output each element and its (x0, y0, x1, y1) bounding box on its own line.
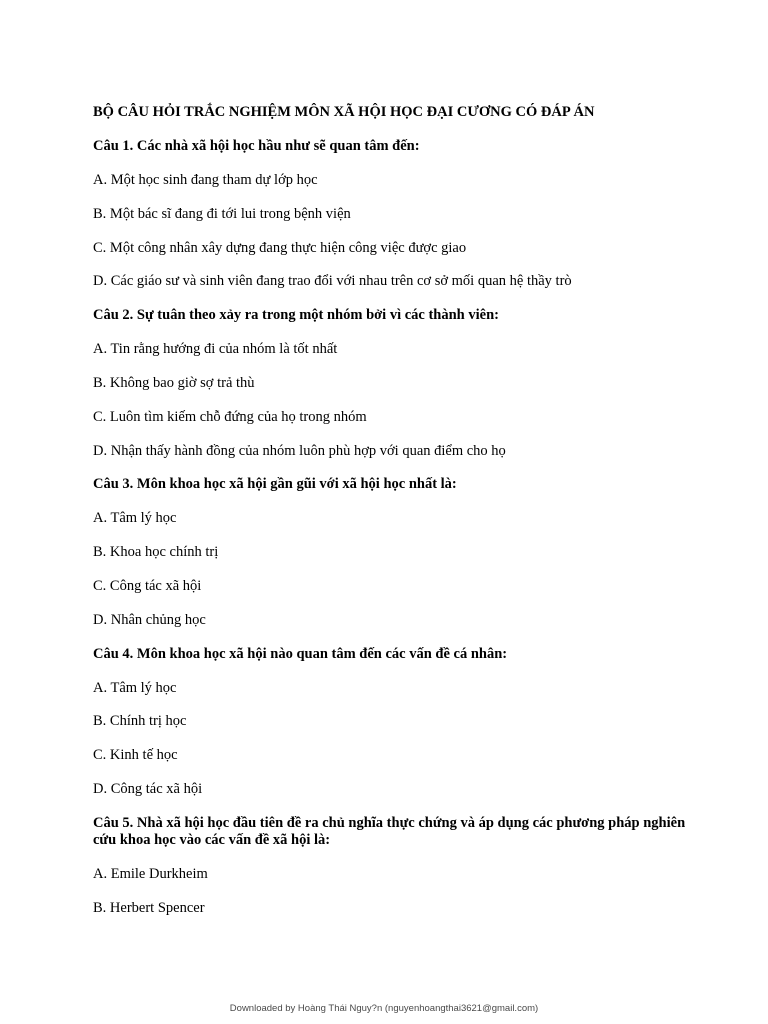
question-block-5 (93, 815, 693, 917)
answer-option: D. Nhận thấy hành đồng của nhóm luôn phù hợp với quan điểm cho họ (93, 442, 506, 459)
download-footer: Downloaded by Hoàng Thái Nguy?n (nguyenhoangthai3621@gmail.com) (229, 1003, 539, 1014)
question-block-4 (93, 646, 693, 798)
question-block-3 (93, 476, 693, 628)
answer-option: C. Kinh tế học (93, 747, 178, 764)
document-page (93, 104, 693, 933)
answer-option: C. Luôn tìm kiếm chỗ đứng của họ trong nhóm (93, 408, 367, 425)
question-text: Câu 1. Các nhà xã hội học hầu như sẽ quan tâm đến: (93, 138, 420, 154)
document-title: BỘ CÂU HỎI TRẮC NGHIỆM MÔN XÃ HỘI HỌC ĐẠI CƯƠNG CÓ ĐÁP ÁN (93, 104, 595, 120)
answer-option: A. Tâm lý học (93, 510, 177, 527)
question-block-1 (93, 138, 693, 290)
answer-option: A. Tâm lý học (93, 679, 177, 696)
answer-option: A. Tin rằng hướng đi của nhóm là tốt nhất (93, 341, 338, 358)
answer-option: B. Một bác sĩ đang đi tới lui trong bệnh viện (93, 205, 351, 222)
answer-option: C. Một công nhân xây dựng đang thực hiện công việc được giao (93, 239, 467, 256)
answer-option: B. Chính trị học (93, 713, 187, 730)
question-text: Câu 5. Nhà xã hội học đầu tiên đề ra chủ nghĩa thực chứng và áp dụng các phương pháp nghiên cứu khoa học vào các vấn đề xã hội là: (93, 814, 686, 848)
answer-option: D. Các giáo sư và sinh viên đang trao đổi với nhau trên cơ sở mối quan hệ thầy trò (93, 273, 572, 290)
answer-option: A. Một học sinh đang tham dự lớp học (93, 172, 318, 188)
question-text: Câu 2. Sự tuân theo xảy ra trong một nhóm bởi vì các thành viên: (93, 307, 499, 324)
answer-option: D. Công tác xã hội (93, 780, 203, 797)
question-text: Câu 4. Môn khoa học xã hội nào quan tâm đến các vấn đề cá nhân: (93, 645, 508, 662)
question-block-2 (93, 307, 693, 459)
answer-option: D. Nhân chủng học (93, 611, 206, 628)
answer-option: A. Emile Durkheim (93, 865, 208, 882)
question-text: Câu 3. Môn khoa học xã hội gần gũi với xã hội học nhất là: (93, 476, 457, 493)
answer-option: B. Khoa học chính trị (93, 544, 219, 561)
answer-option: B. Không bao giờ sợ trả thù (93, 374, 255, 391)
answer-option: B. Herbert Spencer (93, 899, 205, 916)
answer-option: C. Công tác xã hội (93, 577, 202, 594)
